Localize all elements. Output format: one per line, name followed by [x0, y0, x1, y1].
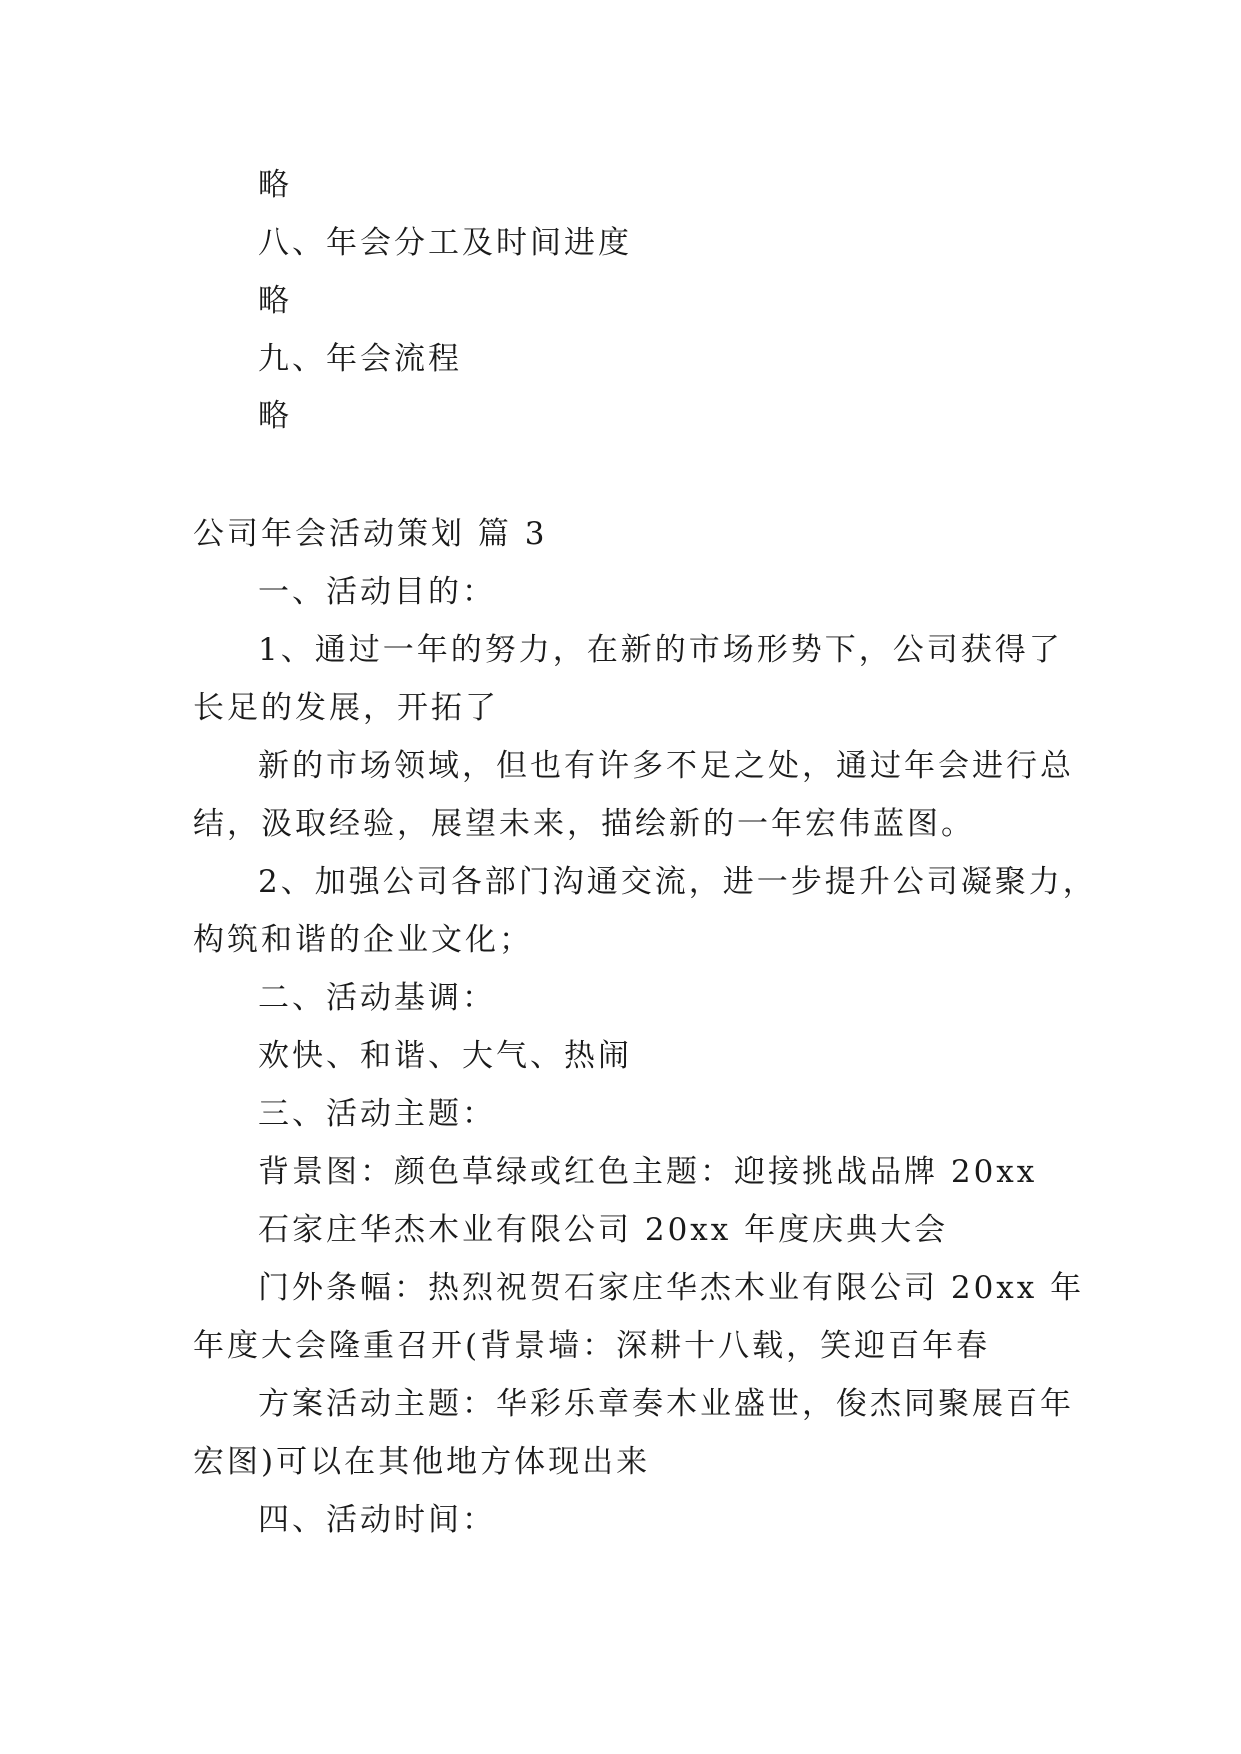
paragraph-line: 1、通过一年的努力，在新的市场形势下，公司获得了	[258, 632, 1063, 668]
text-line: 略	[258, 167, 292, 203]
paragraph-line: 新的市场领域，但也有许多不足之处，通过年会进行总	[258, 748, 1074, 784]
text-line: 略	[258, 398, 292, 434]
text-line: 略	[258, 283, 292, 319]
paragraph-line: 门外条幅：热烈祝贺石家庄华杰木业有限公司 20xx 年	[258, 1270, 1085, 1306]
paragraph-line: 方案活动主题：华彩乐章奏木业盛世，俊杰同聚展百年	[258, 1386, 1074, 1422]
paragraph-line: 石家庄华杰木业有限公司 20xx 年度庆典大会	[258, 1212, 949, 1248]
section-heading: 九、年会流程	[258, 341, 462, 377]
section-heading: 三、活动主题：	[258, 1096, 496, 1132]
paragraph-line: 欢快、和谐、大气、热闹	[258, 1038, 632, 1074]
paragraph-line: 2、加强公司各部门沟通交流，进一步提升公司凝聚力，	[258, 864, 1097, 900]
paragraph-line: 结，汲取经验，展望未来，描绘新的一年宏伟蓝图。	[193, 806, 975, 842]
article-title: 公司年会活动策划 篇 3	[193, 516, 548, 552]
paragraph-line: 长足的发展，开拓了	[193, 690, 499, 726]
paragraph-line: 年度大会隆重召开(背景墙：深耕十八载，笑迎百年春	[193, 1328, 991, 1364]
section-heading: 一、活动目的：	[258, 574, 496, 610]
section-heading: 八、年会分工及时间进度	[258, 225, 632, 261]
section-heading: 四、活动时间：	[258, 1502, 496, 1538]
paragraph-line: 宏图)可以在其他地方体现出来	[193, 1444, 651, 1480]
paragraph-line: 背景图：颜色草绿或红色主题：迎接挑战品牌 20xx	[258, 1154, 1038, 1190]
section-heading: 二、活动基调：	[258, 980, 496, 1016]
paragraph-line: 构筑和谐的企业文化；	[193, 922, 533, 958]
